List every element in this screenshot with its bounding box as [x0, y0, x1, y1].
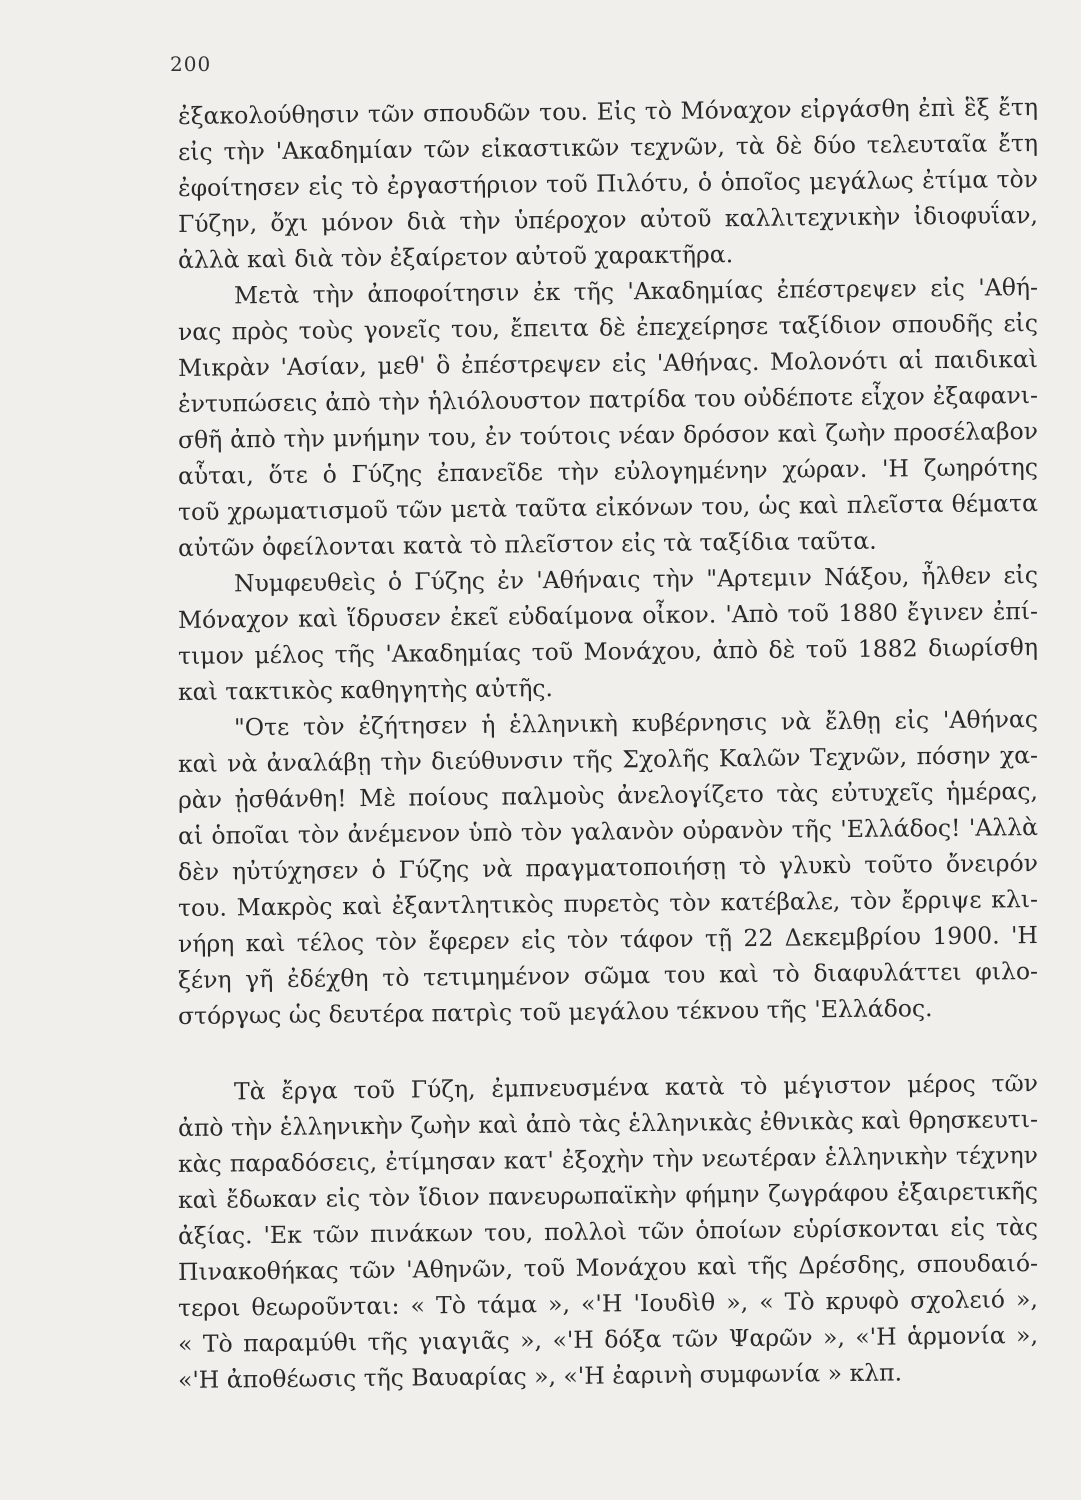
text-line: "Οτε τὸν ἐζήτησεν ἡ ἑλληνικὴ κυβέρνησις νὰ ἔλθῃ εἰς 'Αθήνας [233, 704, 1039, 742]
paragraph-2 [177, 272, 1039, 566]
text-line: ρὰν ᾐσθάνθη! Μὲ ποίους παλμοὺς ἀνελογίζετο τὰς εὐτυχεῖς ἡμέρας, [177, 776, 1039, 814]
text-line: ἀλλὰ καὶ διὰ τὸν ἐξαίρετον αὐτοῦ χαρακτῆρα. [177, 240, 734, 274]
text-line: καὶ τακτικὸς καθηγητὴς αὐτῆς. [177, 674, 554, 706]
text-line: Γύζην, ὄχι μόνον διὰ τὴν ὑπέροχον αὐτοῦ καλλιτεχνικὴν ἰδιοφυΐαν, [177, 200, 1039, 238]
text-line: Μετὰ τὴν ἀποφοίτησιν ἐκ τῆς 'Ακαδημίας ἐπέστρεψεν εἰς 'Αθή- [233, 272, 1039, 310]
paragraph-1 [177, 92, 1039, 278]
text-line: κὰς παραδόσεις, ἐτίμησαν κατ' ἐξοχὴν τὴν νεωτέραν ἑλληνικὴν τέχνην [177, 1140, 1039, 1178]
text-line: του. Μακρὸς καὶ ἐξαντλητικὸς πυρετὸς τὸν κατέβαλε, τὸν ἔρριψε κλι- [177, 884, 1039, 922]
text-line: καὶ νὰ ἀναλάβῃ τὴν διεύθυνσιν τῆς Σχολῆς Καλῶν Τεχνῶν, πόσην χα- [177, 740, 1039, 778]
text-line: ἐξακολούθησιν τῶν σπουδῶν του. Εἰς τὸ Μόναχον εἰργάσθη ἐπὶ ἓξ ἔτη [177, 92, 1039, 130]
page-number: 200 [170, 52, 212, 76]
text-line: ἀπὸ τὴν ἑλληνικὴν ζωὴν καὶ ἀπὸ τὰς ἑλληνικὰς ἐθνικὰς καὶ θρησκευτι- [177, 1104, 1039, 1142]
text-line: «'Η ἀποθέωσις τῆς Βαυαρίας », «'Η ἐαρινὴ συμφωνία » κλπ. [177, 1358, 903, 1394]
text-line: στόργως ὡς δευτέρα πατρὶς τοῦ μεγάλου τέκνου τῆς 'Ελλάδος. [177, 994, 933, 1030]
text-line: ξένη γῆ ἐδέχθη τὸ τετιμημένον σῶμα του καὶ τὸ διαφυλάττει φιλο- [177, 956, 1039, 994]
text-line: νας πρὸς τοὺς γονεῖς του, ἔπειτα δὲ ἐπεχείρησε ταξίδιον σπουδῆς εἰς [177, 308, 1039, 346]
text-line: εἰς τὴν 'Ακαδημίαν τῶν εἰκαστικῶν τεχνῶν, τὰ δὲ δύο τελευταῖα ἔτη [177, 128, 1039, 166]
text-line: τιμον μέλος τῆς 'Ακαδημίας τοῦ Μονάχου, ἀπὸ δὲ τοῦ 1882 διωρίσθη [177, 632, 1039, 670]
text-line: Τὰ ἔργα τοῦ Γύζη, ἐμπνευσμένα κατὰ τὸ μέγιστον μέρος τῶν [233, 1068, 1039, 1106]
text-line: ἐφοίτησεν εἰς τὸ ἐργαστήριον τοῦ Πιλότυ, ὁ ὁποῖος μεγάλως ἐτίμα τὸν [177, 164, 1039, 202]
text-line: αὗται, ὅτε ὁ Γύζης ἐπανεῖδε τὴν εὐλογημένην χώραν. 'Η ζωηρότης [177, 452, 1039, 490]
text-line: Πινακοθήκας τῶν 'Αθηνῶν, τοῦ Μονάχου καὶ τῆς Δρέσδης, σπουδαιό- [177, 1248, 1039, 1286]
text-line: Μόναχον καὶ ἵδρυσεν ἐκεῖ εὐδαίμονα οἶκον. 'Απὸ τοῦ 1880 ἔγινεν ἐπί- [177, 596, 1039, 634]
text-line: σθῆ ἀπὸ τὴν μνήμην του, ἐν τούτοις νέαν δρόσον καὶ ζωὴν προσέλαβον [177, 416, 1039, 454]
paragraph-4 [177, 704, 1039, 1034]
text-line: Νυμφευθεὶς ὁ Γύζης ἐν 'Αθήναις τὴν "Αρτεμιν Νάξου, ἦλθεν εἰς [233, 560, 1039, 598]
text-line: « Τὸ παραμύθι τῆς γιαγιᾶς », «'Η δόξα τῶν Ψαρῶν », «'Η ἁρμονία », [177, 1320, 1039, 1358]
text-line: καὶ ἔδωκαν εἰς τὸν ἴδιον πανευρωπαϊκὴν φήμην ζωγράφου ἐξαιρετικῆς [177, 1176, 1039, 1214]
text-line: νήρη καὶ τέλος τὸν ἔφερεν εἰς τὸν τάφον τῇ 22 Δεκεμβρίου 1900. 'Η [177, 920, 1039, 958]
text-line: τοῦ χρωματισμοῦ τῶν μετὰ ταῦτα εἰκόνων του, ὡς καὶ πλεῖστα θέματα [177, 488, 1039, 526]
body-text [177, 92, 1039, 1398]
paragraph-5 [177, 1068, 1039, 1398]
paragraph-3 [177, 560, 1039, 710]
text-line: αὐτῶν ὀφείλονται κατὰ τὸ πλεῖστον εἰς τὰ ταξίδια ταῦτα. [177, 526, 877, 562]
text-line: τεροι θεωροῦνται: « Τὸ τάμα », «'Η 'Ιουδὶθ », « Τὸ κρυφὸ σχολειό », [177, 1284, 1039, 1322]
text-line: ἀξίας. 'Εκ τῶν πινάκων του, πολλοὶ τῶν ὁποίων εὑρίσκονται εἰς τὰς [177, 1212, 1039, 1250]
text-line: ἐντυπώσεις ἀπὸ τὴν ἡλιόλουστον πατρίδα του οὐδέποτε εἶχον ἐξαφανι- [177, 380, 1039, 418]
text-line: δὲν ηὐτύχησεν ὁ Γύζης νὰ πραγματοποιήσῃ τὸ γλυκὺ τοῦτο ὄνειρόν [177, 848, 1039, 886]
text-line: Μικρὰν 'Ασίαν, μεθ' ὃ ἐπέστρεψεν εἰς 'Αθήνας. Μολονότι αἱ παιδικαὶ [177, 344, 1039, 382]
text-line: αἱ ὁποῖαι τὸν ἀνέμενον ὑπὸ τὸν γαλανὸν οὐρανὸν τῆς 'Ελλάδος! 'Αλλὰ [177, 812, 1039, 850]
